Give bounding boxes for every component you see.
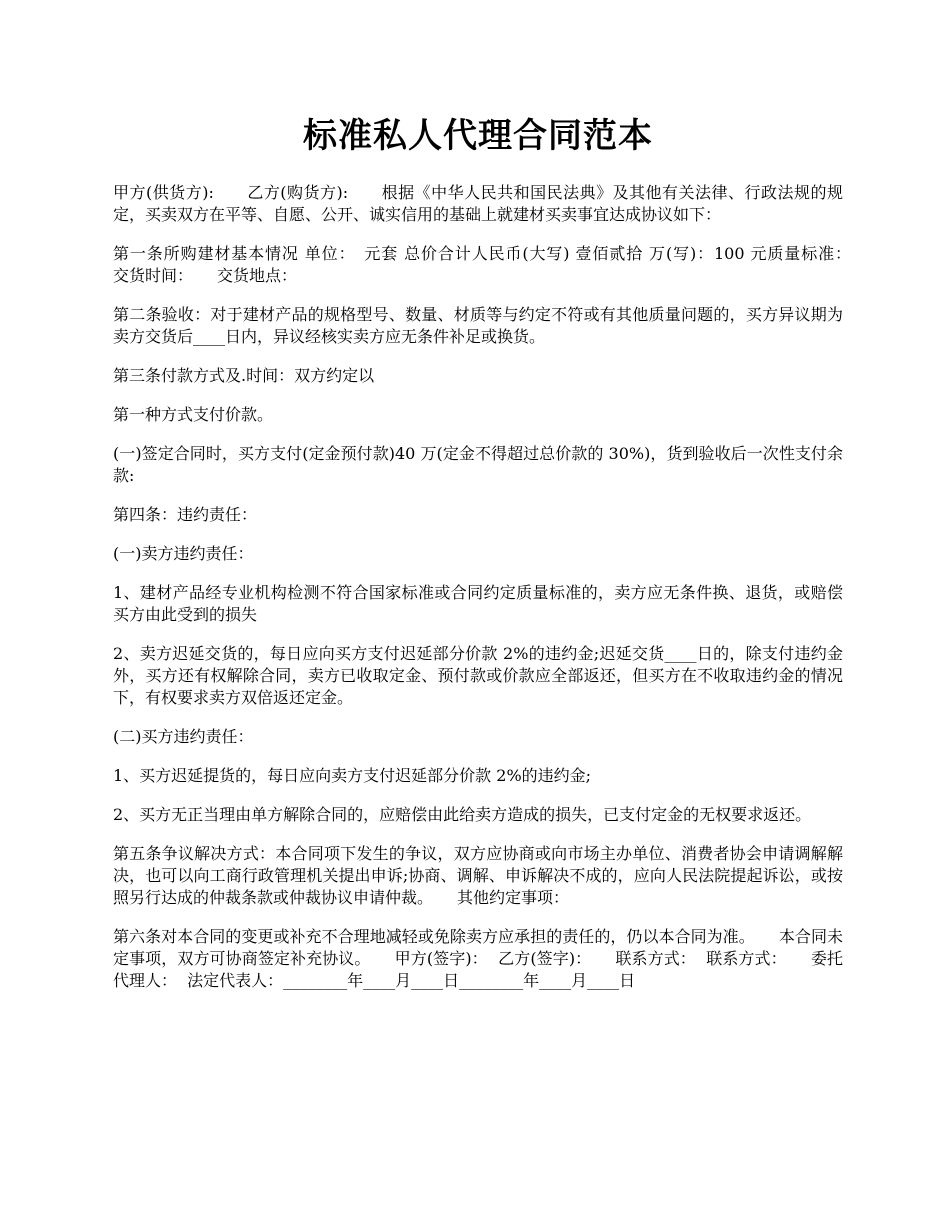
- paragraph-seller-liability-2: 2、卖方迟延交货的，每日应向买方支付迟延部分价款 2%的违约金;迟延交货____日的，除支付违约金外，买方还有权解除合同，卖方已收取定金、预付款或价款应全部返还，但买方在不收取违约金的情况下，有权要求卖方双倍返还定金。: [113, 644, 843, 707]
- paragraph-buyer-liability-1: 1、买方迟延提货的，每日应向卖方支付迟延部分价款 2%的违约金;: [113, 766, 592, 785]
- paragraph-article-4: 第四条：违约责任：: [113, 505, 258, 524]
- paragraph-article-2: 第二条验收：对于建材产品的规格型号、数量、材质等与约定不符或有其他质量问题的，买方异议期为卖方交货后____日内，异议经核实卖方应无条件补足或换货。: [113, 305, 843, 346]
- document-page: [113, 112, 876, 1009]
- paragraph-article-5: 第五条争议解决方式：本合同项下发生的争议，双方应协商或向市场主办单位、消费者协会申请调解解决，也可以向工商行政管理机关提出申诉;协商、调解、申诉解决不成的，应向人民法院提起诉讼，或按照另行达成的仲裁条款或仲裁协议申请仲裁。 其他约定事项：: [113, 844, 843, 907]
- paragraph-buyer-liability-2: 2、买方无正当理由单方解除合同的，应赔偿由此给卖方造成的损失，已支付定金的无权要求返还。: [113, 805, 812, 824]
- paragraph-payment-1: (一)签定合同时，买方支付(定金预付款)40 万(定金不得超过总价款的 30%)，货到验收后一次性支付余款:: [113, 444, 843, 485]
- paragraph-seller-liability: (一)卖方违约责任：: [113, 544, 254, 563]
- paragraph-article-3: 第三条付款方式及.时间：双方约定以: [113, 366, 375, 385]
- paragraph-buyer-liability: (二)买方违约责任：: [113, 727, 254, 746]
- paragraph-seller-liability-1: 1、建材产品经专业机构检测不符合国家标准或合同约定质量标准的，卖方应无条件换、退货，或赔偿买方由此受到的损失: [113, 583, 843, 624]
- paragraph-article-6-signatures: 第六条对本合同的变更或补充不合理地减轻或免除卖方应承担的责任的，仍以本合同为准。 本合同未定事项，双方可协商签定补充协议。 甲方(签字)： 乙方(签字)： 联系方式： 联系方式： 委托代理人： 法定代表人：________年____月____日________年____月____日: [113, 927, 843, 990]
- paragraph-payment-method: 第一种方式支付价款。: [113, 405, 274, 424]
- paragraph-preamble: 甲方(供货方): 乙方(购货方): 根据《中华人民共和国民法典》及其他有关法律、行政法规的规定，买卖双方在平等、自愿、公开、诚实信用的基础上就建材买卖事宜达成协议如下：: [113, 183, 843, 224]
- paragraph-article-1: 第一条所购建材基本情况 单位： 元套 总价合计人民币(大写) 壹佰贰拾 万(写)：100 元质量标准： 交货时间： 交货地点：: [113, 244, 876, 285]
- document-title: 标准私人代理合同范本: [303, 116, 653, 156]
